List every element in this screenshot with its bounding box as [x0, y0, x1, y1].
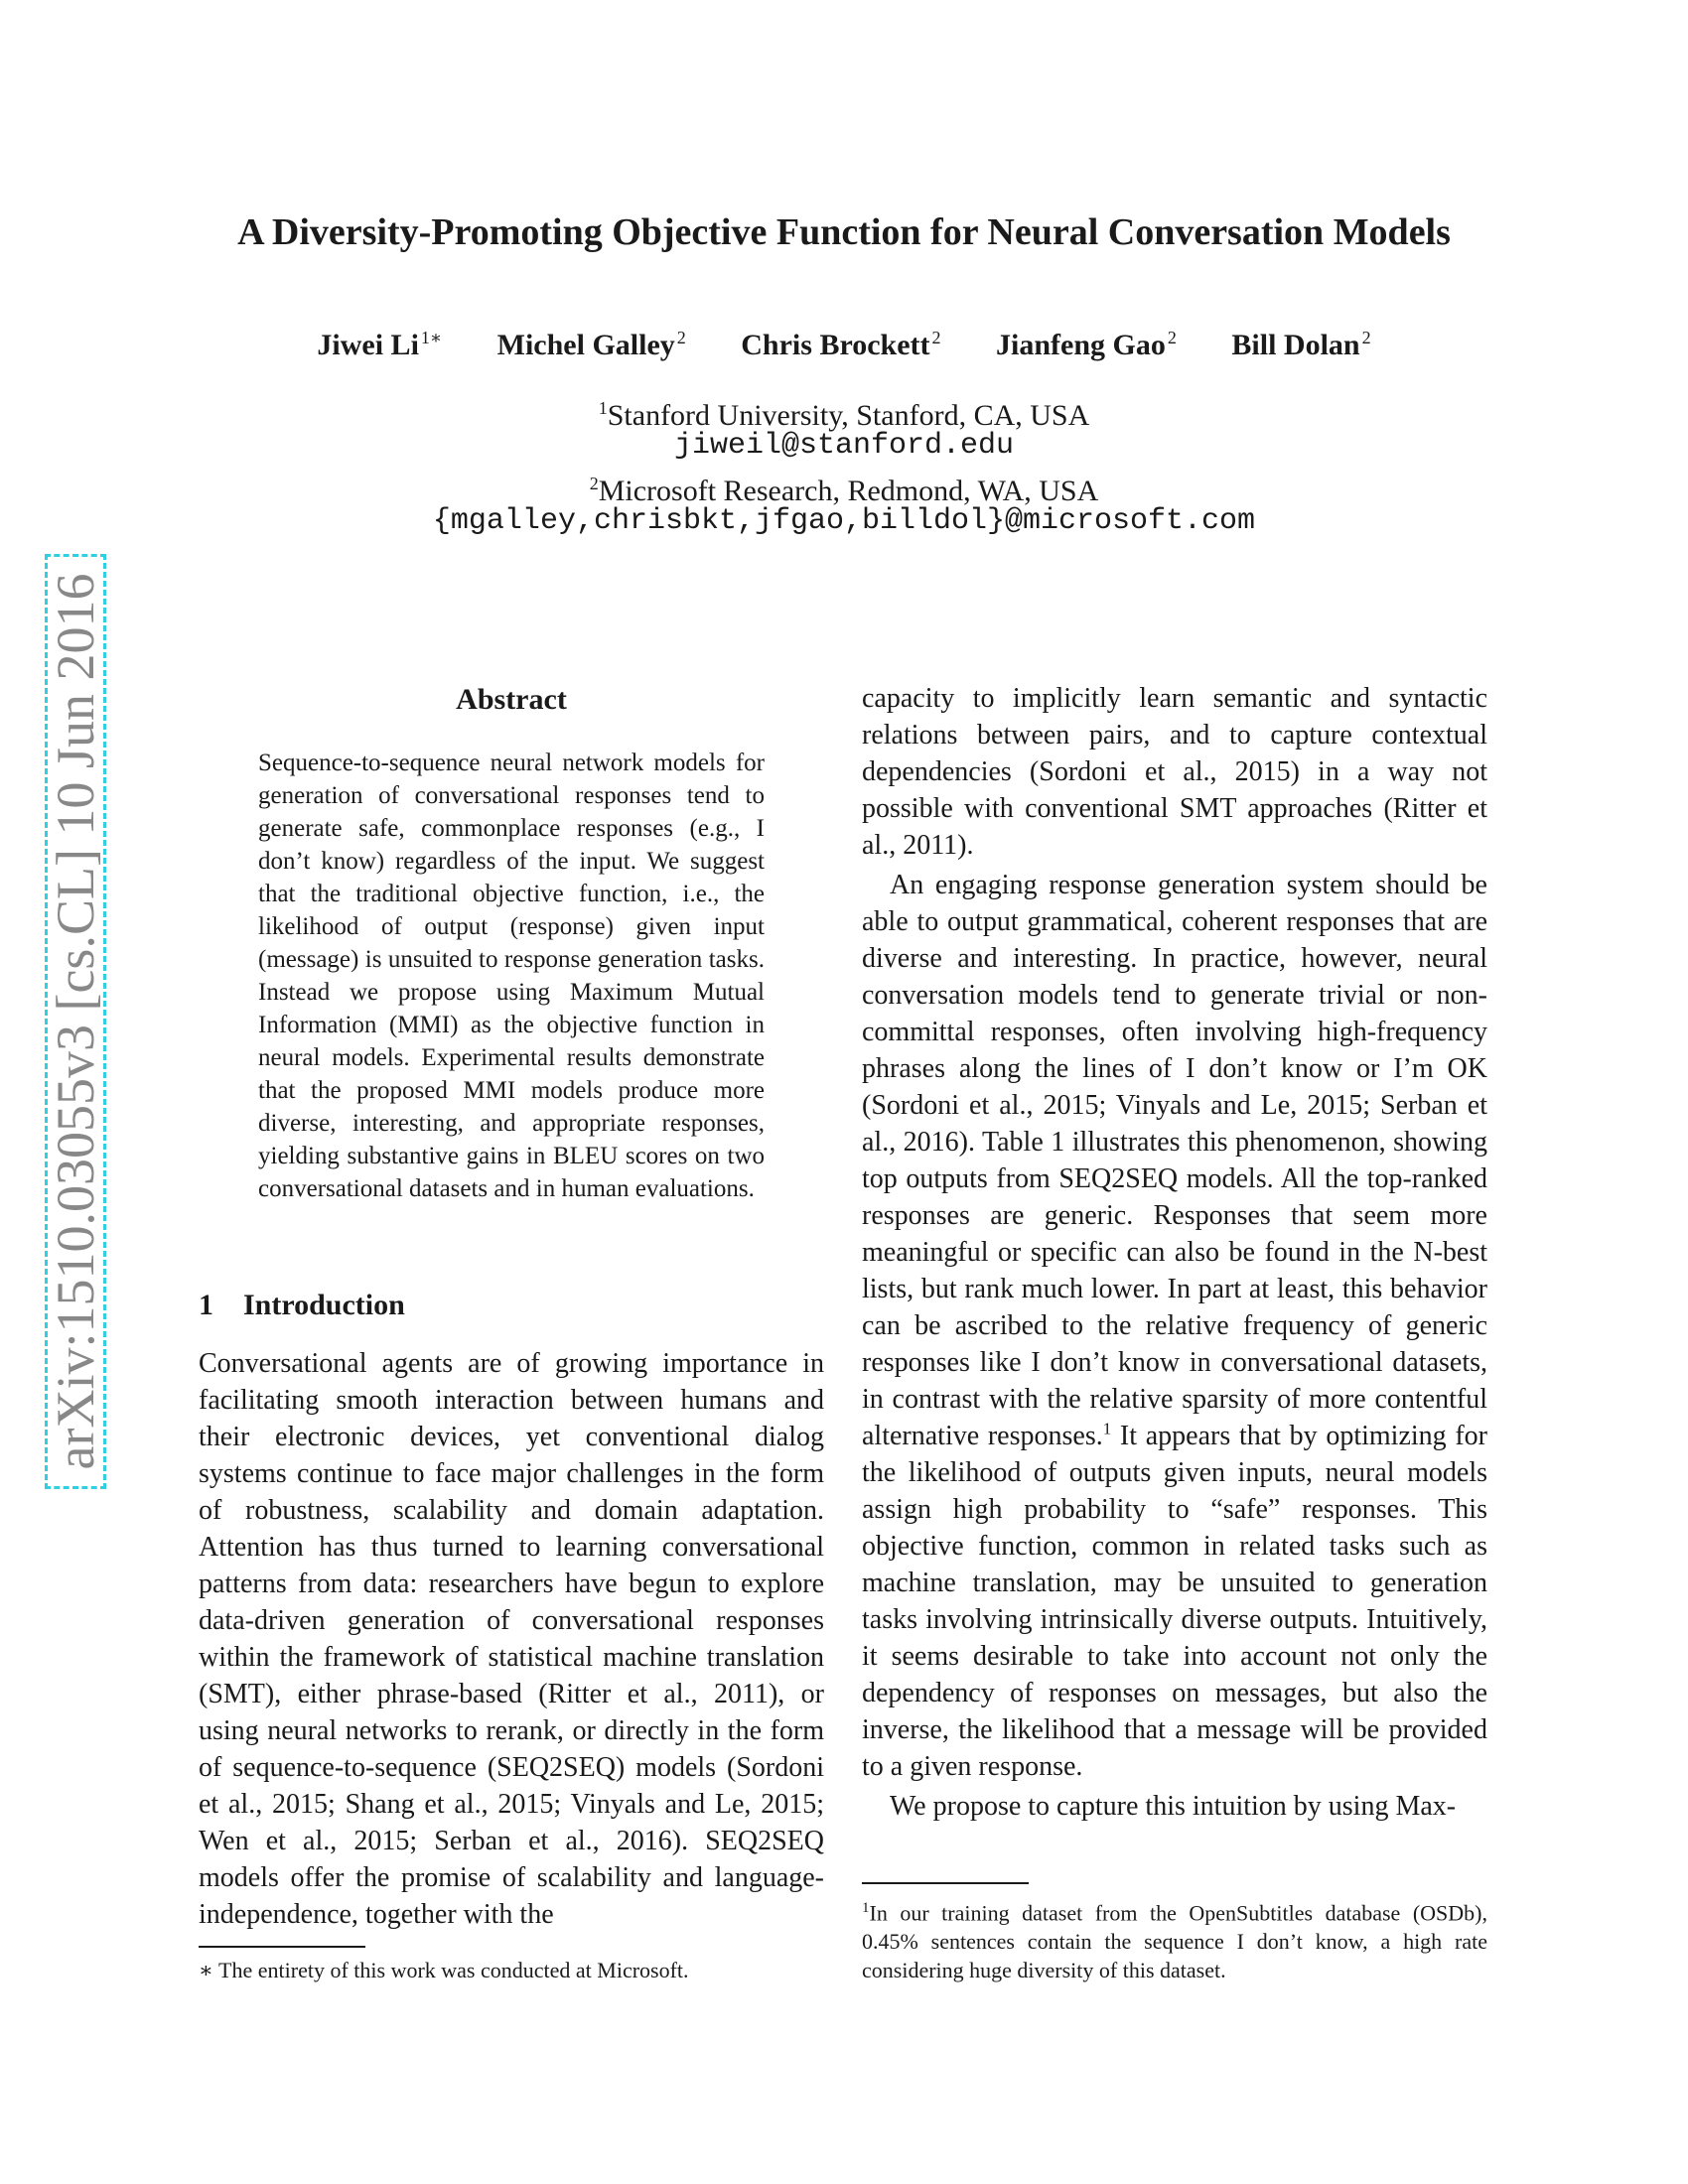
affiliation-mark: 1	[598, 398, 608, 418]
section-number: 1	[199, 1289, 213, 1321]
author-mark: 2	[931, 328, 941, 347]
affiliation-mark: 2	[589, 474, 599, 493]
paragraph	[862, 867, 1487, 1785]
author	[741, 329, 940, 361]
author-mark: 2	[676, 328, 686, 347]
footnote-mark: 1	[862, 1900, 870, 1916]
author	[497, 329, 686, 361]
author-name: Chris Brockett	[741, 329, 930, 361]
paragraph: capacity to implicitly learn semantic and syntactic relations between pairs, and to capture contextual dependencies (Sordoni et al., 2015) in a way not possible with conventional SMT approaches (Ritter et al., 2011).	[862, 683, 1487, 861]
arxiv-stamp: arXiv:1510.03055v3 [cs.CL] 10 Jun 2016	[45, 554, 106, 1489]
section-title: Introduction	[243, 1289, 405, 1321]
paragraph: We propose to capture this intuition by using Max-	[890, 1791, 1457, 1822]
author-name: Jiwei Li	[317, 329, 419, 361]
author-name: Michel Galley	[496, 329, 675, 361]
right-column	[862, 680, 1487, 1825]
author-mark: 1∗	[420, 328, 443, 347]
author-mark: 2	[1361, 328, 1371, 347]
footnote-right	[862, 1894, 1487, 1984]
paragraph-text: It appears that by optimizing for the likelihood of outputs given inputs, neural models assign high probability to “safe” responses. This objective function, common in related tasks such as machine translation, may be unsuited to generation tasks involving intrinsically diverse outputs. Intuitively, it seems desirable to take into account not only the dependency of responses on messages, but also the inverse, the likelihood that a message will be provided to a given response.	[862, 1421, 1487, 1782]
footnote-marker[interactable]: 1	[1102, 1419, 1112, 1438]
footnote-rule	[199, 1946, 365, 1948]
affiliation-text: Stanford University, Stanford, CA, USA	[607, 399, 1090, 432]
section-heading	[199, 1289, 405, 1322]
author	[317, 329, 442, 361]
author	[1231, 329, 1370, 361]
author-name: Jianfeng Gao	[996, 329, 1166, 361]
abstract-heading: Abstract	[456, 683, 567, 716]
author-list	[0, 328, 1688, 362]
email-microsoft[interactable]: {mgalley,chrisbkt,jfgao,billdol}@microsoft.com	[432, 504, 1256, 538]
author-name: Bill Dolan	[1231, 329, 1360, 361]
paper-title: A Diversity-Promoting Objective Function for Neural Conversation Models	[237, 211, 1451, 253]
footnote-rule	[862, 1882, 1029, 1884]
paragraph: Conversational agents are of growing importance in facilitating smooth interaction between humans and their electronic devices, yet conventional dialog systems continue to face major challenges in the form of robustness, scalability and domain adaptation. Attention has thus turned to learning conversational patterns from data: researchers have begun to explore data-driven generation of conversational responses within the framework of statistical machine translation (SMT), either phrase-based (Ritter et al., 2011), or using neural networks to rerank, or directly in the form of sequence-to-sequence (SEQ2SEQ) models (Sordoni et al., 2015; Shang et al., 2015; Vinyals and Le, 2015; Wen et al., 2015; Serban et al., 2016). SEQ2SEQ models offer the promise of scalability and language-independence, together with the	[199, 1348, 824, 1930]
left-column	[199, 1345, 824, 1933]
author	[996, 329, 1177, 361]
footnote-text: In our training dataset from the OpenSubtitles database (OSDb), 0.45% sentences contain the sequence I don’t know, a high rate considering huge diversity of this dataset.	[862, 1900, 1487, 1983]
footnote-left: ∗ The entirety of this work was conducted at Microsoft.	[199, 1958, 689, 1982]
abstract-text: Sequence-to-sequence neural network models for generation of conversational responses tend to generate safe, commonplace responses (e.g., I don’t know) regardless of the input. We suggest that the traditional objective function, i.e., the likelihood of output (response) given input (message) is unsuited to response generation tasks. Instead we propose using Maximum Mutual Information (MMI) as the objective function in neural models. Experimental results demonstrate that the proposed MMI models produce more diverse, interesting, and appropriate responses, yielding substantive gains in BLEU scores on two conversational datasets and in human evaluations.	[258, 750, 765, 1202]
email-stanford[interactable]: jiweil@stanford.edu	[673, 429, 1015, 463]
paragraph-text: An engaging response generation system should be able to output grammatical, coherent responses that are diverse and interesting. In practice, however, neural conversation models tend to generate trivial or non-committal responses, often involving high-frequency phrases along the lines of I don’t know or I’m OK (Sordoni et al., 2015; Vinyals and Le, 2015; Serban et al., 2016). Table 1 illustrates this phenomenon, showing top outputs from SEQ2SEQ models. All the top-ranked responses are generic. Responses that seem more meaningful or specific can also be found in the N-best lists, but rank much lower. In part at least, this behavior can be ascribed to the relative frequency of generic responses like I don’t know in conversational datasets, in contrast with the relative sparsity of more contentful alternative responses.	[862, 870, 1487, 1451]
author-mark: 2	[1167, 328, 1177, 347]
affiliation-text: Microsoft Research, Redmond, WA, USA	[598, 475, 1099, 507]
